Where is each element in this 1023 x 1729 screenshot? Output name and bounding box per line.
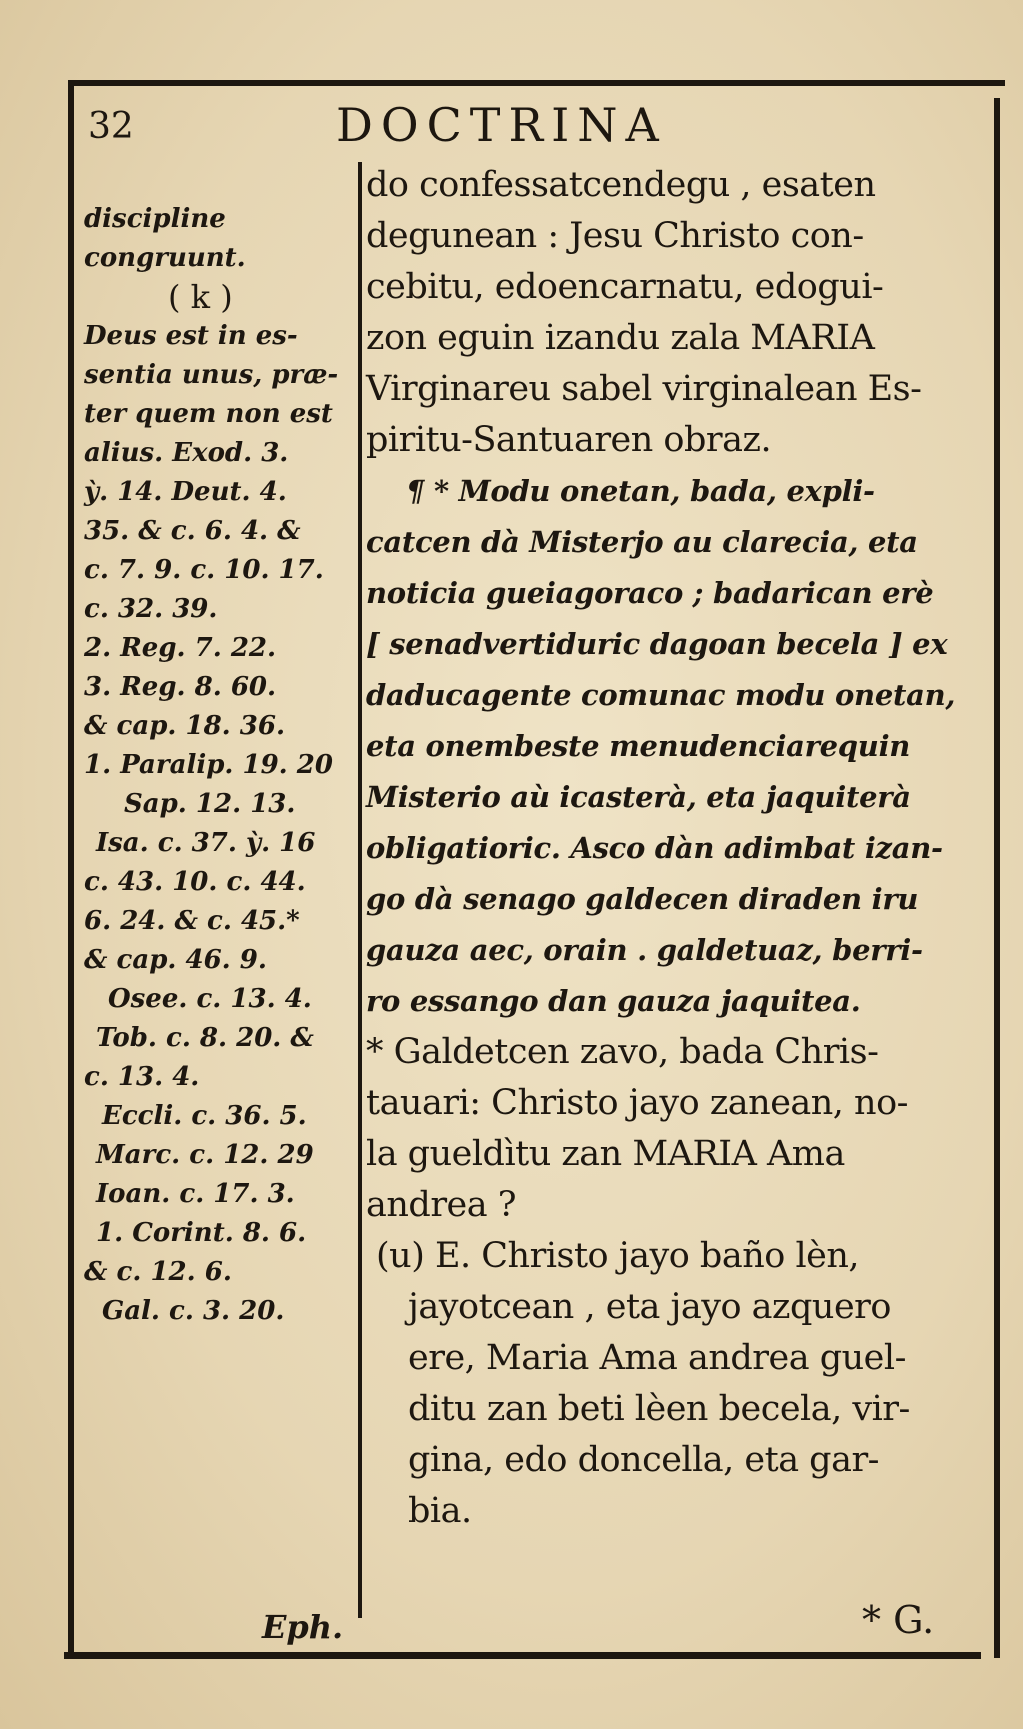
margin-line: Marc. c. 12. 29 <box>96 1140 314 1170</box>
margin-line: Osee. c. 13. 4. <box>108 984 312 1014</box>
text-line: la gueldìtu zan MARIA Ama <box>366 1134 845 1174</box>
margin-line: sentia unus, præ- <box>84 360 339 390</box>
right-rule <box>994 98 1000 1658</box>
margin-line: c. 32. 39. <box>84 594 218 624</box>
text-line: Misterio aù icasterà, eta jaquiterà <box>366 780 911 814</box>
text-line: gauza aec, orain . galdetuaz, berri- <box>366 933 923 967</box>
text-line: ere, Maria Ama andrea guel- <box>408 1338 906 1378</box>
margin-line: Eccli. c. 36. 5. <box>102 1101 307 1131</box>
margin-line: 6. 24. & c. 45.* <box>84 906 300 936</box>
signature-mark: * G. <box>862 1598 935 1642</box>
text-line: ro essango dan gauza jaquitea. <box>366 984 861 1018</box>
text-line: daducagente comunac modu onetan, <box>366 678 956 712</box>
running-head: DOCTRINA <box>336 98 667 152</box>
margin-line: 1. Corint. 8. 6. <box>96 1218 307 1248</box>
margin-line: Gal. c. 3. 20. <box>102 1296 285 1326</box>
text-line: ditu zan beti lèen becela, vir- <box>408 1389 910 1429</box>
text-line: zon eguin izandu zala MARIA <box>366 318 875 358</box>
margin-line: Isa. c. 37. ỳ. 16 <box>96 828 316 858</box>
margin-line: discipline congruunt. <box>84 204 246 273</box>
margin-line: Sap. 12. 13. <box>124 789 296 819</box>
text-line: ¶ * Modu onetan, bada, expli- <box>406 474 875 508</box>
margin-line: c. 43. 10. c. 44. <box>84 867 306 897</box>
text-line: tauari: Christo jayo zanean, no- <box>366 1083 909 1123</box>
catchword: Eph. <box>262 1608 344 1646</box>
margin-line: ỳ. 14. Deut. 4. <box>84 477 287 507</box>
text-line: Virginareu sabel virginalean Es- <box>366 369 922 409</box>
text-line: gina, edo doncella, eta gar- <box>408 1440 880 1480</box>
margin-line: c. 7. 9. c. 10. 17. <box>84 555 324 585</box>
text-line: cebitu, edoencarnatu, edogui- <box>366 267 884 307</box>
margin-line: & cap. 18. 36. <box>84 711 286 741</box>
margin-line: 2. Reg. 7. 22. <box>84 633 277 663</box>
text-line: (u) E. Christo jayo baño lèn, <box>376 1236 860 1276</box>
margin-line: alius. Exod. 3. <box>84 438 289 468</box>
left-rule <box>68 80 74 1658</box>
margin-line: Ioan. c. 17. 3. <box>96 1179 295 1209</box>
text-line: jayotcean , eta jayo azquero <box>408 1287 891 1327</box>
text-line: [ senadvertiduric dagoan becela ] ex <box>366 627 948 661</box>
text-line: bia. <box>408 1491 472 1531</box>
margin-line: & c. 12. 6. <box>84 1257 232 1287</box>
page-number: 32 <box>88 106 134 147</box>
text-line: do confessatcendegu , esaten <box>366 165 876 205</box>
margin-line: 1. Paralip. 19. 20 <box>84 750 333 780</box>
margin-line: & cap. 46. 9. <box>84 945 267 975</box>
column-divider <box>358 162 362 1618</box>
text-line: degunean : Jesu Christo con- <box>366 216 864 256</box>
margin-line: ( k ) <box>168 278 233 316</box>
margin-notes <box>84 200 352 1331</box>
margin-line: ter quem non est <box>84 399 333 429</box>
text-line: obligatioric. Asco dàn adimbat izan- <box>366 831 943 865</box>
top-rule <box>70 80 1005 86</box>
text-line: andrea ? <box>366 1185 517 1225</box>
text-line: noticia gueiagoraco ; badarican erè <box>366 576 934 610</box>
margin-line: Deus est in es- <box>84 321 298 351</box>
text-line: eta onembeste menudenciarequin <box>366 729 911 763</box>
margin-line: c. 13. 4. <box>84 1062 200 1092</box>
text-line: catcen dà Misterjo au clarecia, eta <box>366 525 918 559</box>
text-line: go dà senago galdecen diraden iru <box>366 882 919 916</box>
text-line: piritu-Santuaren obraz. <box>366 420 772 460</box>
text-line: * Galdetcen zavo, bada Chris- <box>366 1032 879 1072</box>
main-text <box>366 160 986 1537</box>
margin-line: Tob. c. 8. 20. & <box>96 1023 314 1053</box>
margin-line: 3. Reg. 8. 60. <box>84 672 277 702</box>
bottom-rule <box>64 1652 981 1659</box>
margin-line: 35. & c. 6. 4. & <box>84 516 301 546</box>
